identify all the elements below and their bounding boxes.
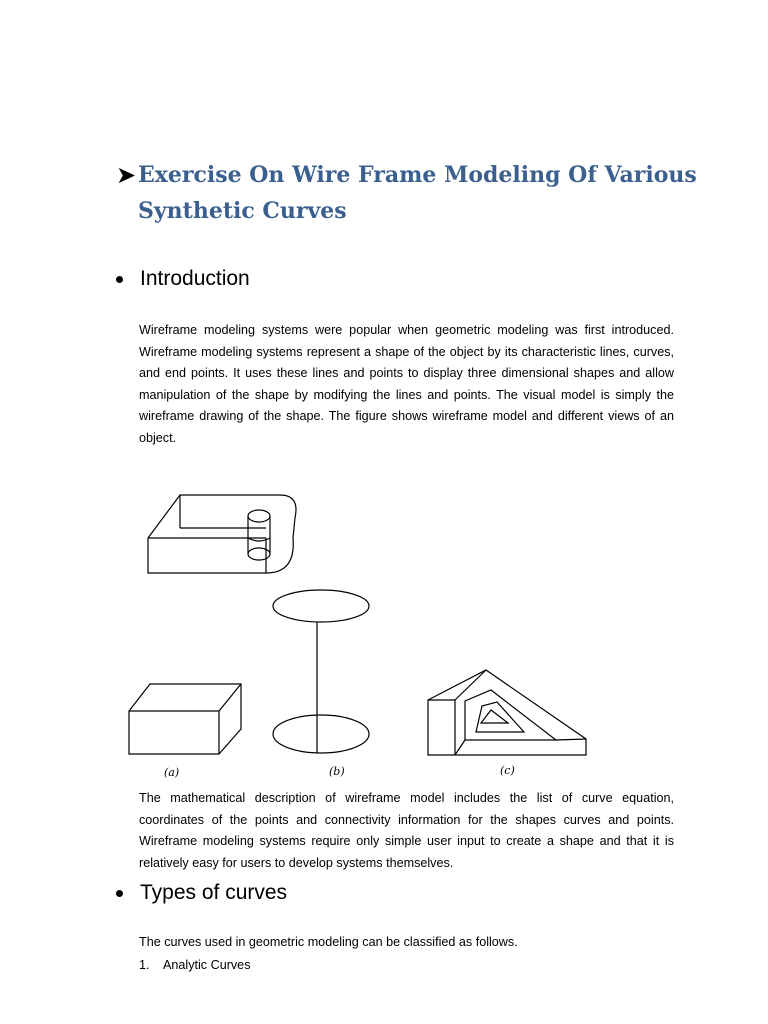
figure-label-c: (c) [500,764,515,777]
heading-text: Exercise On Wire Frame Modeling Of Various Synthetic Curves [138,162,697,224]
figure-label-a: (a) [164,766,180,779]
list-text: Analytic Curves [163,958,251,972]
list-number: 1. [139,958,150,972]
bullet-icon [116,890,123,897]
list-item [139,955,251,975]
section-title: Types of curves [140,881,288,904]
main-heading [116,157,716,229]
bullet-icon [116,276,123,283]
figure-label-b: (b) [329,765,345,778]
wireframe-illustration [120,478,600,788]
section-types-of-curves [116,879,287,907]
arrow-right-icon: ➤ [116,161,137,189]
section-introduction [116,265,250,293]
curves-paragraph: The curves used in geometric modeling can be classified as follows. [139,935,518,949]
wireframe-figure [120,478,600,788]
description-paragraph: The mathematical description of wireframe model includes the list of curve equation, coordinates of the points and connectivity information for the shapes curves and points. Wireframe modeling systems require only simple user input to create a shape and that it is relatively easy for users to develop systems themselves. [139,791,674,870]
intro-paragraph: Wireframe modeling systems were popular when geometric modeling was first introduced. Wireframe modeling systems represent a shape of the object by its characteristic lines, curves, and end points. It uses these lines and points to display three dimensional shapes and allow manipulation of the shape by modifying the lines and points. The visual model is simply the wireframe drawing of the shape. The figure shows wireframe model and different views of an object. [139,323,674,445]
section-title: Introduction [140,267,250,290]
